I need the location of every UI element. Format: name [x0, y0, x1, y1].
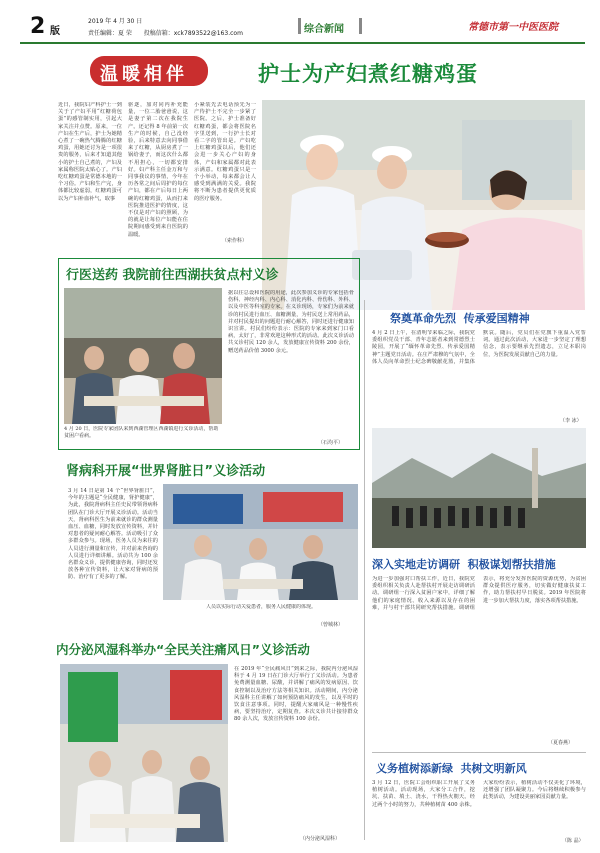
email: xck7893522@163.com	[173, 30, 243, 37]
kidney-clinic-photo-image	[163, 484, 358, 600]
article1-col3: 小紧装先去电话预先为一产待护士不完全一步紧了医院。之后，护士准备好红糖鸡蛋，都会将医院名字里送到，一行护士长对看二字的管出是。产妇吃上红糖鸡蛋以后，他们还会进一步关心产妇的身体，产妇和家属都对此表示满意。红糖鸡蛋只是一个小举动，每来都会让人感受到满满的关爱。我院将不断为患者提供更优质的医疗服务。	[194, 102, 256, 202]
article5-author: （李 冰）	[560, 418, 582, 424]
article4-body: 在 2019 年“全民痛风日”到来之际，我院内分泌风湿科于 4 月 19 日在门诊大厅举行了义诊活动。为患者免费测量血糖、尿酸，并讲解了痛风的发病原因、饮食控制以及治疗方法等相关知识。活动期间，内分泌风湿科主任讲解了如何预防痛风的发生，以及平时的饮食注意事项。同时，提醒大家痛风是一种慢性疾病，要坚持治疗，定期复查。本次义诊共计接待群众 80 余人次，发放宣传资料 100 余份。	[234, 666, 358, 723]
memorial-photo-image	[372, 428, 586, 548]
article7-divider	[372, 752, 586, 753]
article6-author: （夏春燕）	[548, 740, 574, 746]
article1-col2: 驱逐，加对同内补充能量，一位二胎爸爸说，这是妻子第二次在我院生产。还记得 8 年前第一次生产的时候，自己没经验，后来特意去向同事借来了红糖，从厨房煮了一锅给妻子，而这次什么都不用担心，一切都安排好。妇产科主任金万和与同事我议的事情，今年在历各常之间后周护的每位产妇，都在产后每日上两碗的红糖鸡蛋，从而打来医院推进医护的情度，这不仅是对产妇的照顾，为的就是让每位产妇能在住院期间感受到来自医院的温暖。	[128, 102, 188, 238]
article6-body: 为进一步加强对口帮扶工作，近日，我院党委组织相关负责人赴帮扶村开展走访调研活动。调研组一行深入贫困户家中，详细了解他们的家庭情况、收入来源以及存在的困难，并与村干部共同研究帮扶措施。调研组表示，将充分发挥医院的资源优势，为贫困群众提供医疗服务，切实做好健康扶贫工作，助力帮扶村早日脱贫。2019 年医院将进一步加大帮扶力度，落实各项帮扶措施。	[372, 576, 586, 611]
article2-author: （石均平）	[318, 440, 344, 446]
banner-title: 护士为产妇煮红糖鸡蛋	[258, 62, 478, 86]
article2-photo	[64, 288, 222, 424]
paper-name: 常德市第一中医医院	[468, 22, 558, 33]
banner	[20, 50, 585, 94]
article6-title: 深入实地走访调研 积极谋划帮扶措施	[372, 558, 556, 571]
article4-photo	[60, 664, 228, 842]
masthead	[0, 0, 600, 46]
column-divider	[364, 300, 365, 840]
article7-body: 3 月 12 日，医院工会组织职工开展了义务植树活动。活动现场，大家分工合作，挖坑、扶苗、填土、浇水，干得热火朝天。经过两个小时的努力，共种植树苗 400 余株。大家纷纷表示，植树活动不仅美化了环境，还增强了团队凝聚力。今后将继续积极参与此类活动，为建设美丽家园贡献力量。	[372, 780, 586, 808]
header-rule	[20, 42, 585, 44]
article5-body: 4 月 2 日上午，在清明节来临之际，我院党委组织党员干部、青年志愿者来到常德烈士陵园，开展了“缅怀革命先烈、传承爱国精神”主题党日活动。在庄严肃穆的气氛中，全体人员向革命烈士纪念碑敬献花篮，并集体默哀。随后，党员们在党旗下重温入党誓词。通过此次活动，大家进一步坚定了理想信念，表示要继承先烈遗志，立足本职岗位，为医院发展贡献自己的力量。	[372, 330, 586, 365]
gout-clinic-photo-image	[60, 664, 228, 842]
article7-title: 义务植树添新绿 共树文明新风	[376, 762, 527, 775]
article1-author: （索作科）	[222, 238, 248, 244]
article3-author: （曾城林）	[318, 622, 344, 628]
article7-author: （陈 晶）	[562, 838, 584, 844]
article3-photo	[163, 484, 358, 600]
article3-caption: 人员以实际行动关爱患者，服务人民健康的体现。	[206, 604, 317, 610]
article3-body: 3 月 14 日是第 14 个“世界肾脏日”，今年的主题是“全民健康，肾护健康”，为此，我院肾病科主任史民带领肾病科团队在门诊大厅开展义诊活动。活动当天，肾病科医生为前来就诊的群众测量血压、血糖，同时发放宣传资料，并针对患者的疑问耐心解答。活动吸引了众多群众参与。现场，医务人员为来往的人员进行测量和宣传，并对前来咨询的人员进行详细讲解。活动共为 100 余名群众义诊，提供健康咨询，同时还发放各种宣传资料，让大家对肾病的预防、治疗有了更多的了解。	[68, 488, 158, 581]
page-suffix: 版	[50, 26, 60, 37]
banner-tag-text: 温暖相伴	[100, 64, 188, 85]
page-number: 2	[30, 14, 46, 39]
article3-title: 肾病科开展“世界肾脏日”义诊活动	[66, 464, 266, 479]
editor-label: 责任编辑：	[88, 30, 119, 37]
email-label: 投稿信箱：	[143, 30, 174, 37]
article2-title: 行医送药 我院前往西湖扶贫点村义诊	[66, 268, 279, 283]
clinic-photo-image	[64, 288, 222, 424]
editor-name: 夏 荣	[118, 30, 132, 37]
article5-title: 祭奠革命先烈 传承爱国精神	[390, 312, 530, 325]
article1-col1: 近日，我院妇产科护士一到关于了产妇平用“红糖荷包蛋”的感管制实用，引起大家关注并点赞。原来，一位产妇在生产后，护士为她精心煮了一碗热气腾腾的红糖鸡蛋，用她还讨为是一项很贵的服务，后来才知道其他小的护士自己煮的，产妇及家属称医院太贴心了。产妇吃红糖鸡蛋是常德本地的一个习俗。产妇和生产完，身体都比较虚弱，红糖鸡蛋可以为产妇补血补气，取事	[58, 102, 122, 202]
article2-caption: 4 月 20 日，医院专家团队来到西湖管理区西湖镇进行义诊活动，帮助贫困户看病。	[64, 426, 219, 439]
section-title: 综合新闻	[304, 24, 344, 35]
issue-date: 2019 年 4 月 30 日	[88, 18, 143, 25]
editor-line	[88, 28, 243, 37]
memorial-photo	[372, 428, 586, 548]
article4-author: （内分泌风湿科）	[300, 836, 341, 842]
article4-title: 内分泌风湿科举办“全民关注痛风日”义诊活动	[56, 642, 310, 657]
article2-body: 据以往总设和医院的用途，此次参加义诊的专家包括骨伤科、神经内科、内心科、消化内科、骨伤科、外科、以及中医等科室的专家。在义诊现场，专家们为前来就诊的村民进行血压、血糖测量，为村民送上常用药品，并对村民提出的问题进行耐心解答，同时还进行健康知识宣讲。村民们纷纷表示：医院的专家来到家门口看病，太好了，非常欢迎这种形式的活动。此次义诊活动共义诊村民 120 余人，发放健康宣传资料 200 余份，赠送药品价值 3000 余元。	[228, 290, 354, 354]
